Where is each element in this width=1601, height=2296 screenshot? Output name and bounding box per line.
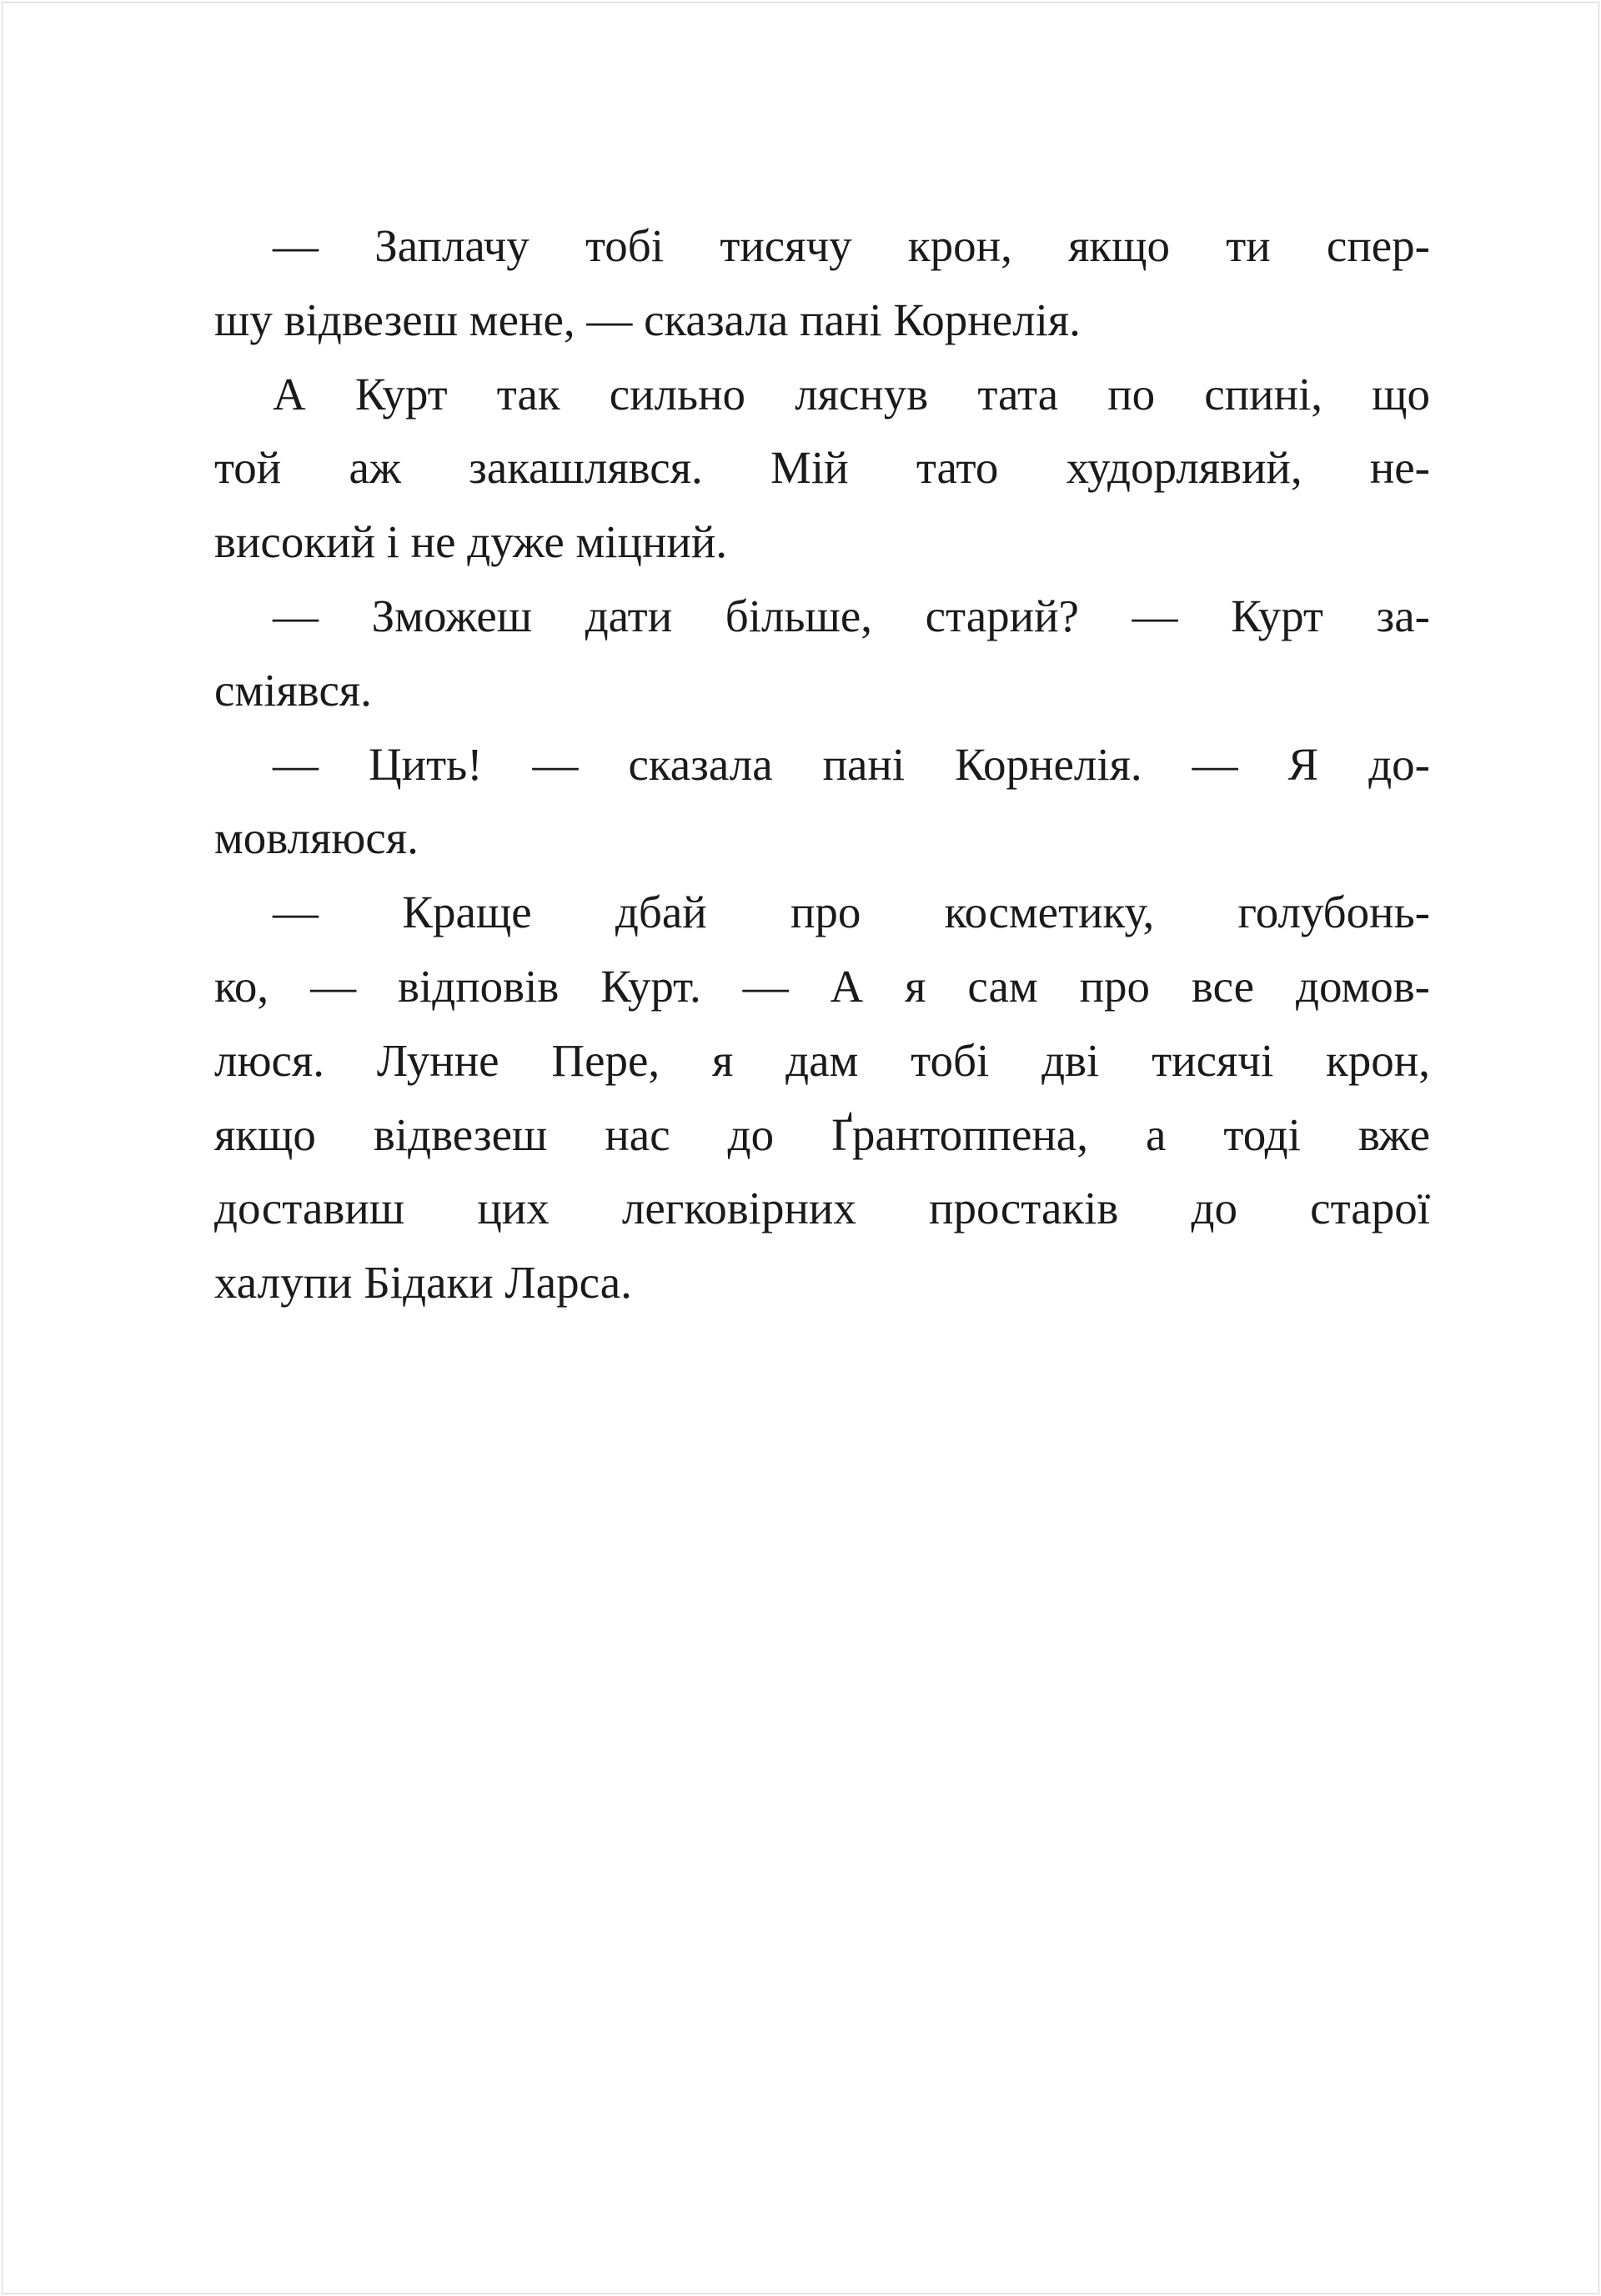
text-line: ко, — відповів Курт. — А я сам про все домов- — [214, 960, 1430, 1012]
text-line: доставиш цих легковірних простаків до старої — [214, 1183, 1430, 1234]
text-line: халупи Бідаки Ларса. — [214, 1257, 632, 1309]
body-text — [214, 209, 1430, 1320]
text-line: мовляюся. — [214, 812, 419, 864]
text-line: якщо відвезеш нас до Ґрантоппена, а тоді вже — [214, 1108, 1430, 1160]
text-line: — Краще дбай про косметику, голубонь- — [273, 887, 1430, 938]
text-line: — Зможеш дати більше, старий? — Курт за- — [273, 590, 1430, 641]
text-line: шу відвезеш мене, — сказала пані Корнелія. — [214, 294, 1081, 345]
text-line: люся. Лунне Пере, я дам тобі дві тисячі крон, — [214, 1034, 1430, 1086]
text-line: — Заплачу тобі тисячу крон, якщо ти спер- — [273, 220, 1430, 271]
text-line: той аж закашлявся. Мій тато худорлявий, не- — [214, 442, 1430, 494]
text-line: сміявся. — [214, 664, 372, 716]
text-line: — Цить! — сказала пані Корнелія. — Я до- — [273, 738, 1430, 790]
text-line: А Курт так сильно ляснув тата по спині, що — [273, 368, 1430, 420]
document-page — [2, 2, 1599, 2294]
text-line: високий і не дуже міцний. — [214, 516, 728, 568]
